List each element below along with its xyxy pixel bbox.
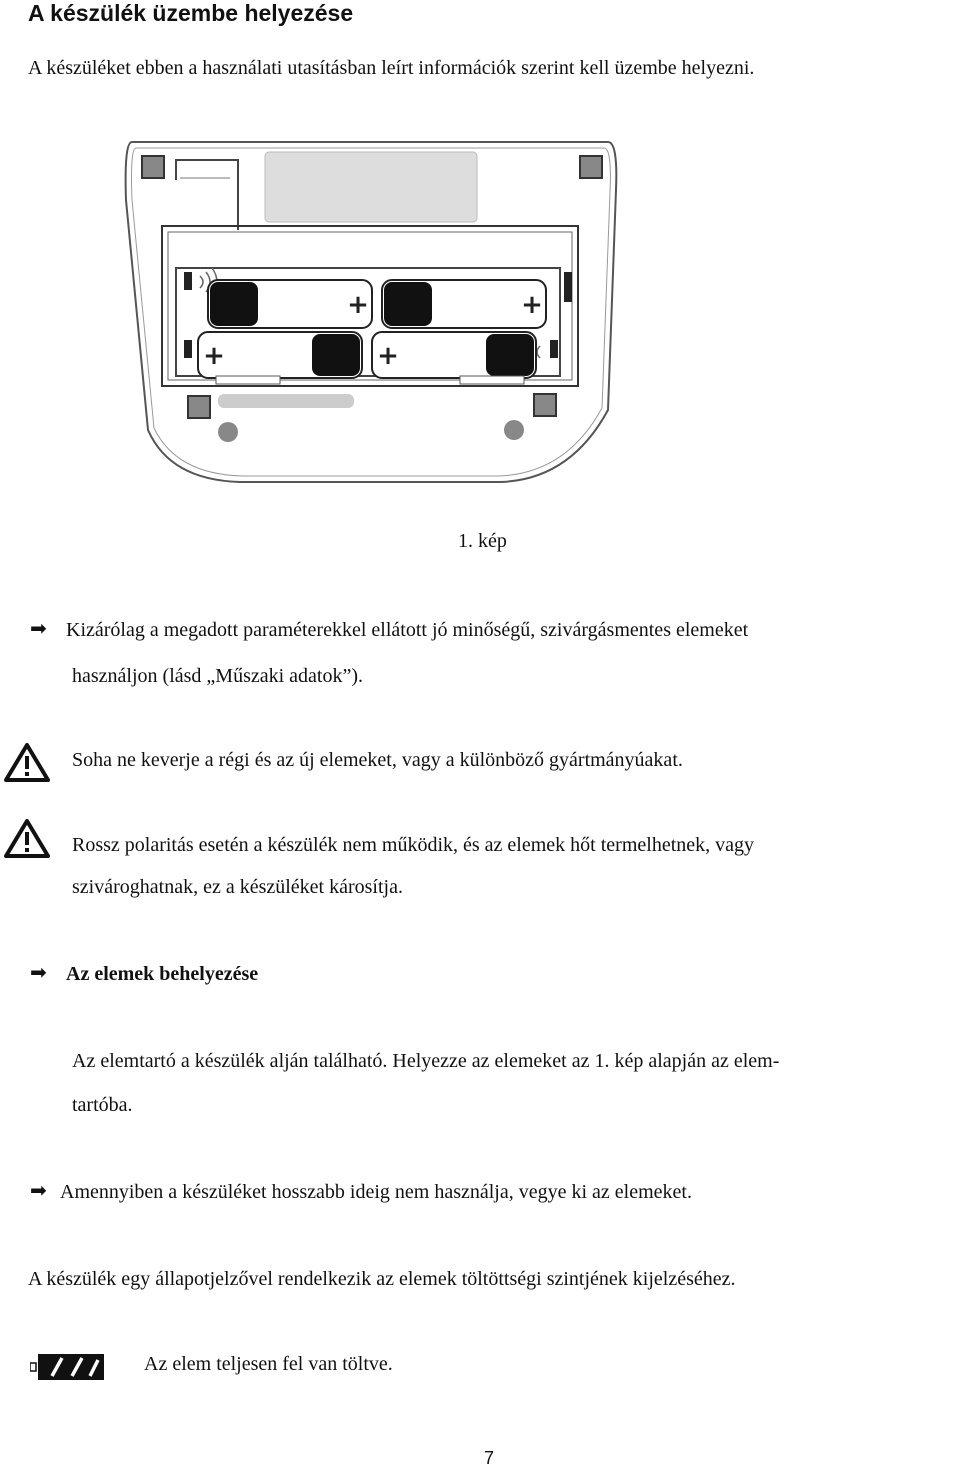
bullet-paragraph bbox=[66, 607, 956, 653]
section-title: Az elemek behelyezése bbox=[66, 963, 259, 985]
warning-triangle-icon bbox=[4, 818, 50, 858]
bullet-2-text: Amennyiben a készüléket hosszabb ideig nem használja, vegye ki az elemeket. bbox=[60, 1181, 692, 1203]
warning-text-1: Soha ne keverje a régi és az új elemeket, vagy a különböző gyártmányúakat. bbox=[72, 749, 683, 771]
intro-text: A készüléket ebben a használati utasításban leírt információk szerint kell üzembe helyezni. bbox=[28, 57, 755, 79]
arrow-right-icon: ➡ bbox=[30, 960, 47, 984]
page-heading: A készülék üzembe helyezése bbox=[28, 0, 354, 26]
warning-text-2-line-2: szivároghatnak, ez a készüléket károsítja. bbox=[72, 876, 403, 898]
page-number: 7 bbox=[484, 1448, 495, 1468]
bullet-line-1: Kizárólag a megadott paraméterekkel ellátott jó minőségű, szivárgásmentes elemeket bbox=[66, 619, 749, 641]
warning-triangle-icon bbox=[4, 742, 50, 782]
figure-caption: 1. kép bbox=[458, 530, 507, 552]
section-line-2: tartóba. bbox=[72, 1094, 133, 1116]
bullet-line-2: használjon (lásd „Műszaki adatok”). bbox=[72, 665, 364, 687]
arrow-right-icon: ➡ bbox=[30, 616, 47, 640]
svg-text:+: + bbox=[377, 341, 399, 371]
svg-text:+: + bbox=[203, 341, 225, 371]
battery-compartment-illustration bbox=[120, 130, 620, 490]
svg-text:+: + bbox=[521, 290, 543, 320]
section-line-1: Az elemtartó a készülék alján található. Helyezze az elemeket az 1. kép alapján az elem- bbox=[72, 1050, 780, 1072]
status-intro: A készülék egy állapotjelzővel rendelkezik az elemek töltöttségi szintjének kijelzéséhez. bbox=[28, 1268, 736, 1290]
arrow-right-icon: ➡ bbox=[30, 1178, 47, 1202]
warning-text-2-line-1: Rossz polaritás esetén a készülék nem működik, és az elemek hőt termelhetnek, vagy bbox=[72, 834, 755, 856]
svg-text:+: + bbox=[347, 290, 369, 320]
battery-full-text: Az elem teljesen fel van töltve. bbox=[144, 1353, 393, 1375]
battery-full-icon bbox=[30, 1354, 104, 1380]
